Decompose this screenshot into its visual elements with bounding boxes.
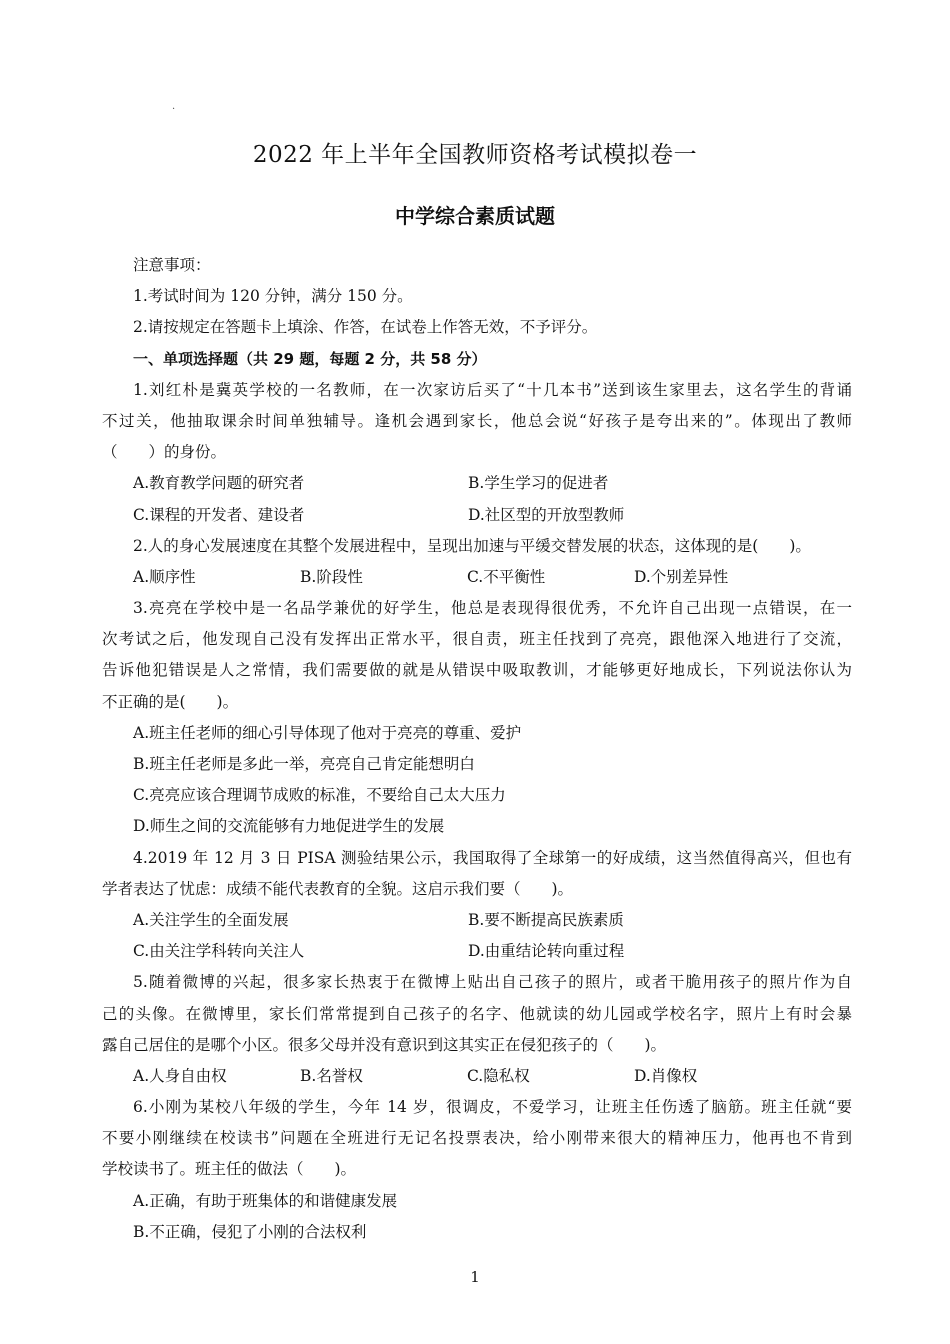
option-b: B.名誉权 (300, 1066, 363, 1085)
option-row (102, 905, 852, 936)
notice-heading: 注意事项： (133, 256, 211, 274)
option-c: C.隐私权 (467, 1066, 530, 1085)
question-text: 己的头像。在微博里，家长们常常提到自己孩子的名字、他就读的幼儿园或学校名字，照片上有时会暴 (102, 1004, 852, 1023)
question-text: 1.刘红朴是冀英学校的一名教师，在一次家访后买了“十几本书”送到该生家里去，这名学生的背诵 (133, 380, 852, 399)
question-text: 6.小刚为某校八年级的学生，今年 14 岁，很调皮，不爱学习，让班主任伤透了脑筋。班主任就“要 (133, 1098, 852, 1117)
question-text: 露自己居住的是哪个小区。很多父母并没有意识到这其实正在侵犯孩子的（ )。 (102, 1035, 667, 1054)
option-b: B.班主任老师是多此一举，亮亮自己肯定能想明白 (133, 755, 475, 773)
option-c: C.课程的开发者、建设者 (133, 505, 305, 524)
option-a: A.关注学生的全面发展 (133, 910, 289, 929)
option-row (102, 500, 852, 531)
scan-dot: · (172, 104, 176, 115)
option-row (102, 468, 852, 499)
question-text: 不要小刚继续在校读书”问题在全班进行无记名投票表决，给小刚带来很大的精神压力，他再也不肯到 (102, 1129, 852, 1148)
option-b: B.学生学习的促进者 (468, 474, 609, 493)
option-d: D.社区型的开放型教师 (468, 505, 625, 524)
notice-item: 2.请按规定在答题卡上填涂、作答，在试卷上作答无效，不予评分。 (133, 318, 598, 337)
question-text: 5.随着微博的兴起，很多家长热衷于在微博上贴出自己孩子的照片，或者干脆用孩子的照片作为自 (133, 973, 852, 992)
question-text: 3.亮亮在学校中是一名品学兼优的好学生，他总是表现得很优秀，不允许自己出现一点错误，在一 (133, 599, 852, 618)
option-a: A.顺序性 (133, 567, 196, 586)
question-text: （ ）的身份。 (102, 443, 227, 462)
page-number: 1 (470, 1268, 480, 1286)
option-c: C.不平衡性 (467, 567, 546, 586)
option-row (102, 936, 852, 967)
exam-body (102, 250, 852, 1248)
page-title: 2022 年上半年全国教师资格考试模拟卷一 (252, 142, 698, 168)
option-row (102, 1061, 852, 1092)
notice-item: 1.考试时间为 120 分钟，满分 150 分。 (133, 287, 413, 306)
option-b: B.要不断提高民族素质 (468, 910, 624, 929)
option-a: A.正确，有助于班集体的和谐健康发展 (133, 1191, 398, 1210)
option-a: A.人身自由权 (133, 1066, 227, 1085)
option-d: D.由重结论转向重过程 (468, 942, 625, 961)
page-subtitle: 中学综合素质试题 (395, 204, 555, 228)
option-d: D.师生之间的交流能够有力地促进学生的发展 (133, 817, 445, 836)
question-text: 学者表达了忧虑：成绩不能代表教育的全貌。这启示我们要（ )。 (102, 879, 574, 898)
question-text: 不过关，他抽取课余时间单独辅导。逢机会遇到家长，他总会说“好孩子是夸出来的”。体现出了教师 (102, 411, 852, 430)
option-b: B.阶段性 (300, 567, 363, 586)
option-a: A.班主任老师的细心引导体现了他对于亮亮的尊重、爱护 (133, 723, 522, 742)
option-d: D.肖像权 (634, 1066, 698, 1085)
option-d: D.个别差异性 (634, 567, 729, 586)
option-row (102, 562, 852, 593)
question-text: 4.2019 年 12 月 3 日 PISA 测验结果公示，我国取得了全球第一的好成绩，这当然值得高兴，但也有 (133, 848, 852, 867)
option-c: C.由关注学科转向关注人 (133, 942, 305, 961)
option-c: C.亮亮应该合理调节成败的标准，不要给自己太大压力 (133, 786, 506, 805)
question-text: 学校读书了。班主任的做法（ )。 (102, 1160, 357, 1179)
option-b: B.不正确，侵犯了小刚的合法权利 (133, 1222, 367, 1241)
section-heading: 一、单项选择题（共 29 题，每题 2 分，共 58 分） (133, 349, 487, 368)
option-a: A.教育教学问题的研究者 (133, 474, 305, 493)
question-text: 不正确的是( )。 (102, 692, 239, 711)
question-text: 次考试之后，他发现自己没有发挥出正常水平，很自责，班主任找到了亮亮，跟他深入地进行了交流， (102, 630, 852, 649)
question-text: 2.人的身心发展速度在其整个发展进程中，呈现出加速与平缓交替发展的状态，这体现的是( )。 (133, 536, 811, 555)
question-text: 告诉他犯错误是人之常情，我们需要做的就是从错误中吸取教训，才能够更好地成长，下列说法你认为 (102, 661, 852, 680)
